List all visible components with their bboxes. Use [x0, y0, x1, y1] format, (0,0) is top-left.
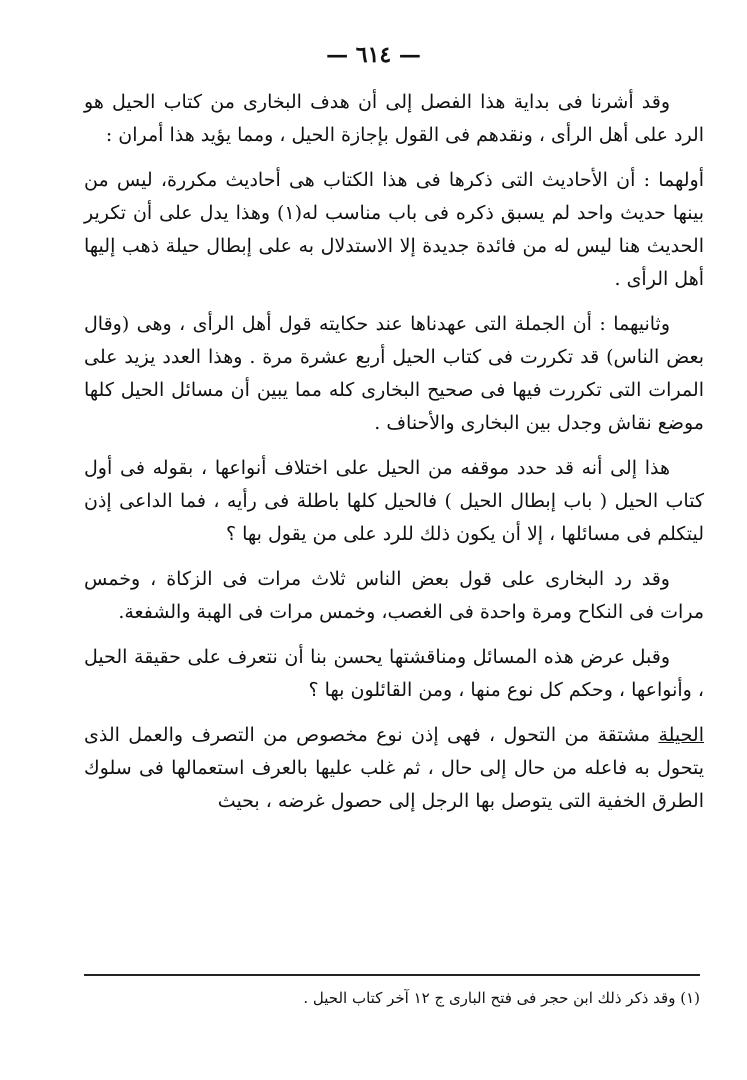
- paragraph-transition: وقبل عرض هذه المسائل ومناقشتها يحسن بنا أن نتعرف على حقيقة الحيل ، وأنواعها ، وحكم كل نوع منها ، ومن القائلون بها ؟: [84, 646, 704, 701]
- definition-text: مشتقة من التحول ، فهى إذن نوع مخصوص من التصرف والعمل الذى يتحول به فاعله من حال إلى حال ، ثم غلب عليها بالعرف استعمالها فى سلوك الطرق الخفية التى يتوصل بها الرجل إلى حصول غرضه ، بحيث: [84, 724, 704, 812]
- paragraph-responses: وقد رد البخارى على قول بعض الناس ثلاث مرات فى الزكاة ، وخمس مرات فى النكاح ومرة واحدة فى الغصب، وخمس مرات فى الهبة والشفعة.: [84, 568, 704, 623]
- paragraph-position: هذا إلى أنه قد حدد موقفه من الحيل على اختلاف أنواعها ، بقوله فى أول كتاب الحيل ( باب إبطال الحيل ) فالحيل كلها باطلة فى رأيه ، فما الداعى إذن ليتكلم فى مسائلها ، إلا أن يكون ذلك للرد على من يقول بها ؟: [84, 457, 704, 545]
- body-text: [84, 86, 704, 830]
- paragraph-first-reason: أولهما : أن الأحاديث التى ذكرها فى هذا الكتاب هى أحاديث مكررة، ليس من بينها حديث واحد لم يسبق ذكره فى باب مناسب له(١) وهذا يدل على أن تكرير الحديث هنا ليس له من فائدة جديدة إلا الاستدلال به على إبطال حيلة ذهب إليها أهل الرأى .: [84, 169, 704, 290]
- footnote: (١) وقد ذكر ذلك ابن حجر فى فتح البارى ج ١٢ آخر كتاب الحيل .: [303, 989, 700, 1007]
- definition-keyword: الحيلة: [658, 724, 704, 746]
- paragraph-definition: [84, 719, 704, 818]
- paragraph-second-reason: وثانيهما : أن الجملة التى عهدناها عند حكايته قول أهل الرأى ، وهى (وقال بعض الناس) قد تكررت فى كتاب الحيل أربع عشرة مرة . وهذا العدد يزيد على المرات التى تكررت فيها فى صحيح البخارى كله مما يبين أن مسائل الحيل كلها موضع نقاش وجدل بين البخارى والأحناف .: [84, 313, 704, 434]
- paragraph-intro: وقد أشرنا فى بداية هذا الفصل إلى أن هدف البخارى من كتاب الحيل هو الرد على أهل الرأى ، ونقدهم فى القول بإجازة الحيل ، ومما يؤيد هذا أمران :: [84, 91, 704, 146]
- footnote-divider: [84, 974, 700, 976]
- page-number: — ٦١٤ —: [326, 42, 421, 68]
